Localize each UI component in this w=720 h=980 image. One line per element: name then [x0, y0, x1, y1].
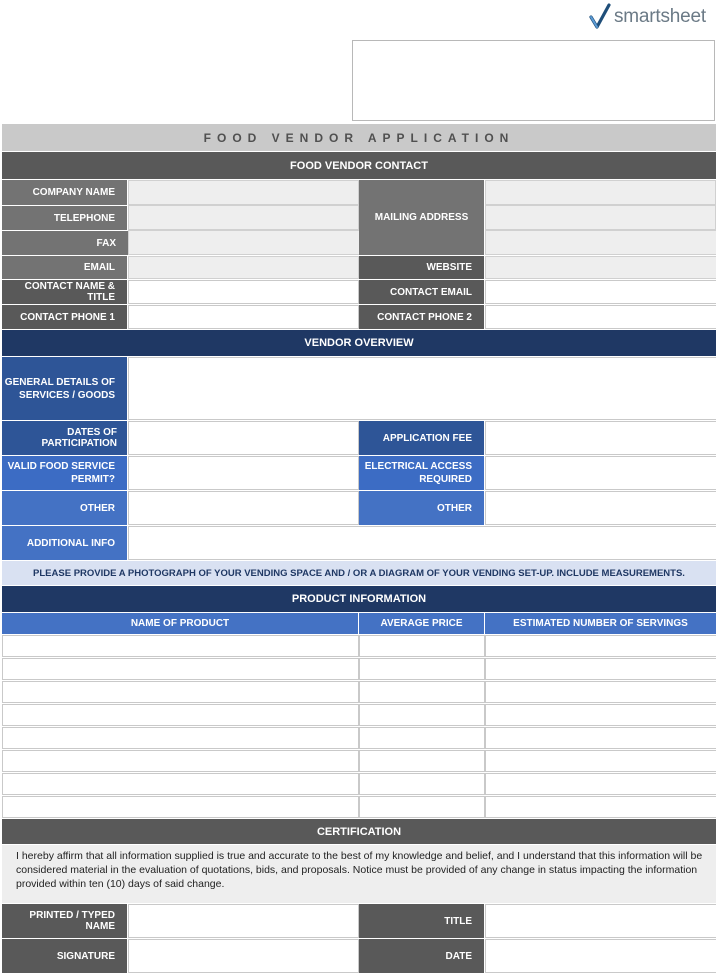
column-estimated-servings: ESTIMATED NUMBER OF SERVINGS — [513, 618, 688, 629]
mailing-address-field-2[interactable] — [485, 205, 716, 230]
table-row — [2, 681, 716, 704]
permit-row — [2, 456, 716, 491]
table-row — [2, 727, 716, 750]
servings-cell[interactable] — [485, 658, 716, 680]
telephone-field[interactable] — [128, 205, 359, 230]
average-price-cell[interactable] — [359, 635, 485, 657]
average-price-cell[interactable] — [359, 773, 485, 795]
contact-section-header — [2, 152, 716, 180]
product-name-cell[interactable] — [2, 704, 359, 726]
product-rows — [2, 635, 716, 819]
general-details-label: GENERAL DETAILS OF SERVICES / GOODS — [2, 357, 128, 420]
product-name-cell[interactable] — [2, 681, 359, 703]
contact-phone-2-label: CONTACT PHONE 2 — [359, 305, 485, 329]
photo-note-row — [2, 561, 716, 586]
table-row — [2, 704, 716, 727]
product-section-header — [2, 586, 716, 613]
website-field[interactable] — [485, 256, 716, 279]
telephone-label: TELEPHONE — [2, 205, 128, 230]
contact-name-row — [2, 280, 716, 305]
contact-email-field[interactable] — [485, 280, 716, 304]
mailing-address-label: MAILING ADDRESS — [359, 180, 485, 255]
company-name-label: COMPANY NAME — [2, 180, 128, 205]
average-price-cell[interactable] — [359, 658, 485, 680]
brand-name: smartsheet — [614, 6, 706, 27]
vendor-application-form — [2, 124, 716, 974]
contact-name-title-field[interactable] — [128, 280, 359, 304]
dates-field[interactable] — [128, 421, 359, 455]
product-name-cell[interactable] — [2, 796, 359, 818]
contact-phone-1-field[interactable] — [128, 305, 359, 329]
average-price-cell[interactable] — [359, 681, 485, 703]
additional-info-field[interactable] — [128, 526, 716, 560]
checkmark-icon — [588, 3, 612, 31]
servings-cell[interactable] — [485, 727, 716, 749]
signature-label: SIGNATURE — [2, 939, 128, 973]
other-right-field[interactable] — [485, 491, 716, 525]
application-fee-label: APPLICATION FEE — [359, 421, 485, 455]
column-name-of-product: NAME OF PRODUCT — [2, 613, 359, 634]
signature-field[interactable] — [128, 939, 359, 973]
table-row — [2, 773, 716, 796]
application-fee-field[interactable] — [485, 421, 716, 455]
signature-row — [2, 939, 716, 974]
column-average-price: AVERAGE PRICE — [359, 613, 485, 634]
product-name-cell[interactable] — [2, 727, 359, 749]
email-label: EMAIL — [2, 256, 128, 279]
servings-cell[interactable] — [485, 750, 716, 772]
general-details-row — [2, 357, 716, 421]
average-price-cell[interactable] — [359, 750, 485, 772]
servings-cell[interactable] — [485, 796, 716, 818]
average-price-cell[interactable] — [359, 796, 485, 818]
additional-info-label: ADDITIONAL INFO — [2, 526, 128, 560]
contact-block — [2, 180, 716, 255]
title-field[interactable] — [485, 904, 716, 938]
product-column-headers — [2, 613, 716, 635]
fax-field[interactable] — [128, 230, 359, 255]
servings-cell[interactable] — [485, 681, 716, 703]
electrical-field[interactable] — [485, 456, 716, 490]
date-label: DATE — [359, 939, 485, 973]
servings-cell[interactable] — [485, 773, 716, 795]
printed-name-label: PRINTED / TYPED NAME — [2, 904, 128, 938]
average-price-cell[interactable] — [359, 704, 485, 726]
contact-phone-1-label: CONTACT PHONE 1 — [2, 305, 128, 329]
contact-phone-row — [2, 305, 716, 330]
product-name-cell[interactable] — [2, 750, 359, 772]
other-right-label: OTHER — [359, 491, 485, 525]
website-label: WEBSITE — [359, 256, 485, 279]
company-name-field[interactable] — [128, 180, 359, 205]
overview-section-header — [2, 330, 716, 357]
general-details-field[interactable] — [128, 357, 716, 420]
date-field[interactable] — [485, 939, 716, 973]
form-title: FOOD VENDOR APPLICATION — [203, 130, 515, 145]
smartsheet-logo — [588, 2, 706, 32]
other-left-label: OTHER — [2, 491, 128, 525]
additional-info-row — [2, 526, 716, 561]
product-name-cell[interactable] — [2, 635, 359, 657]
certification-text: I hereby affirm that all information supplied is true and accurate to the best of my knowledge and belief, and I understand that this information will be considered material in the evaluation of quotations, bids, and proposals. Notice must be provided of any change in status impacting the information provided within ten (10) days of said change. — [2, 845, 716, 903]
permit-field[interactable] — [128, 456, 359, 490]
table-row — [2, 635, 716, 658]
contact-header-label: FOOD VENDOR CONTACT — [290, 159, 428, 172]
dates-row — [2, 421, 716, 456]
mailing-address-field-3[interactable] — [485, 230, 716, 255]
permit-label: VALID FOOD SERVICE PERMIT? — [2, 456, 128, 490]
email-field[interactable] — [128, 256, 359, 279]
printed-name-row — [2, 904, 716, 939]
average-price-cell[interactable] — [359, 727, 485, 749]
certification-section-header — [2, 819, 716, 845]
printed-name-field[interactable] — [128, 904, 359, 938]
logo-placeholder-box[interactable] — [352, 40, 715, 121]
table-row — [2, 658, 716, 681]
certification-text-row — [2, 845, 716, 904]
servings-cell[interactable] — [485, 704, 716, 726]
product-header-label: PRODUCT INFORMATION — [291, 593, 427, 605]
dates-label: DATES OF PARTICIPATION — [2, 421, 128, 455]
servings-cell[interactable] — [485, 635, 716, 657]
certification-header-label: CERTIFICATION — [316, 825, 402, 838]
table-row — [2, 750, 716, 773]
photo-note: PLEASE PROVIDE A PHOTOGRAPH OF YOUR VENDING SPACE AND / OR A DIAGRAM OF YOUR VENDING SET-UP. INCLUDE MEASUREMENTS. — [2, 561, 716, 585]
contact-phone-2-field[interactable] — [485, 305, 716, 329]
electrical-label: ELECTRICAL ACCESS REQUIRED — [359, 456, 485, 490]
product-name-cell[interactable] — [2, 658, 359, 680]
mailing-address-field-1[interactable] — [485, 180, 716, 205]
fax-label: FAX — [2, 230, 128, 255]
form-title-bar — [2, 124, 716, 152]
other-row — [2, 491, 716, 526]
overview-header-label: VENDOR OVERVIEW — [304, 337, 414, 349]
product-name-cell[interactable] — [2, 773, 359, 795]
table-row — [2, 796, 716, 819]
title-label: TITLE — [359, 904, 485, 938]
contact-email-label: CONTACT EMAIL — [359, 280, 485, 304]
contact-name-title-label: CONTACT NAME & TITLE — [2, 280, 128, 304]
other-left-field[interactable] — [128, 491, 359, 525]
email-row — [2, 255, 716, 280]
